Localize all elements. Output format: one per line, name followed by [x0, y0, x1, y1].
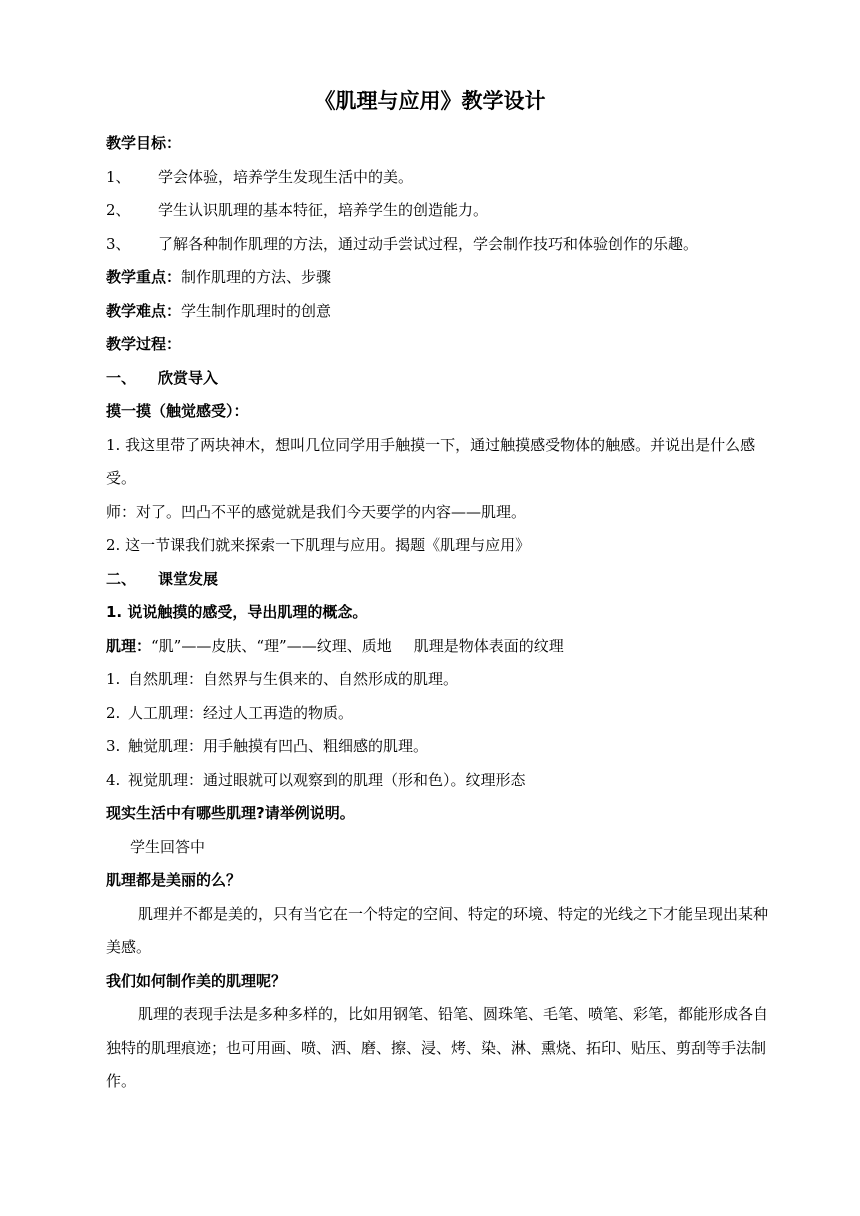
key-point-text: 制作肌理的方法、步骤	[181, 268, 332, 286]
difficulty-label: 教学难点：	[106, 301, 182, 320]
goal-number: 2、	[106, 201, 131, 219]
type-text: 人工肌理：经过人工再造的物质。	[128, 703, 354, 722]
section2-subheading: 1. 说说触摸的感受，导出肌理的概念。	[106, 603, 368, 621]
section1-subheading: 摸一摸（触觉感受）：	[106, 402, 249, 420]
type-text: 触觉肌理：用手触摸有凹凸、粗细感的肌理。	[128, 737, 429, 755]
document-body	[106, 127, 770, 1099]
section2-title: 课堂发展	[158, 569, 219, 588]
goal-text: 了解各种制作肌理的方法，通过动手尝试过程，学会制作技巧和体验创作的乐趣。	[158, 234, 699, 253]
goals-heading: 教学目标：	[106, 134, 182, 152]
section1-teacher: 师：对了。凹凸不平的感觉就是我们今天要学的内容——肌理。	[106, 502, 527, 521]
question-2: 肌理都是美丽的么？	[106, 871, 242, 889]
goal-item	[106, 161, 770, 195]
definition-label: 肌理：	[106, 636, 152, 655]
key-point	[106, 261, 770, 295]
question-3: 我们如何制作美的肌理呢？	[106, 971, 287, 990]
difficulty	[106, 295, 770, 329]
type-item	[106, 730, 770, 764]
section2-heading	[106, 563, 770, 597]
section1-item1: 1. 我这里带了两块神木，想叫几位同学用手触摸一下，通过触摸感受物体的触感。并说出是什么感受。	[106, 435, 756, 487]
goal-number: 1、	[106, 167, 131, 186]
definition-text: “肌”——皮肤、“理”——纹理、质地	[151, 636, 392, 655]
question-1: 现实生活中有哪些肌理?请举例说明。	[106, 804, 355, 822]
process-heading: 教学过程：	[106, 335, 182, 353]
type-item	[106, 764, 770, 798]
goal-item	[106, 194, 770, 228]
section1-number: 一、	[106, 368, 137, 387]
goal-text: 学生认识肌理的基本特征，培养学生的创造能力。	[158, 201, 489, 219]
answer-2: 肌理并不都是美的，只有当它在一个特定的空间、特定的环境、特定的光线之下才能呈现出某种美感。	[106, 904, 769, 956]
type-number: 2.	[106, 703, 121, 722]
goal-number: 3、	[106, 234, 131, 253]
goal-item	[106, 228, 770, 262]
section1-item2: 2. 这一节课我们就来探索一下肌理与应用。揭题《肌理与应用》	[106, 536, 531, 554]
definition	[106, 630, 770, 664]
answer-1: 学生回答中	[130, 837, 206, 856]
type-text: 视觉肌理：通过眼就可以观察到的肌理（形和色）。纹理形态	[128, 770, 526, 789]
section1-title: 欣赏导入	[158, 368, 219, 387]
type-number: 4.	[106, 770, 121, 789]
type-text: 自然肌理：自然界与生俱来的、自然形成的肌理。	[128, 670, 459, 688]
document-title: 《肌理与应用》教学设计	[314, 89, 546, 113]
answer-3: 肌理的表现手法是多种多样的，比如用钢笔、铅笔、圆珠笔、毛笔、喷笔、彩笔，都能形成各自独特的肌理痕迹；也可用画、喷、洒、磨、擦、浸、烤、染、淋、熏烧、拓印、贴压、剪刮等手法制作。	[106, 1005, 769, 1090]
section2-number: 二、	[106, 569, 137, 588]
difficulty-text: 学生制作肌理时的创意	[181, 301, 332, 320]
section1-heading	[106, 362, 770, 396]
type-number: 3.	[106, 737, 121, 755]
type-item	[106, 697, 770, 731]
type-item	[106, 663, 770, 697]
goal-text: 学会体验，培养学生发现生活中的美。	[158, 167, 414, 186]
key-point-label: 教学重点：	[106, 268, 182, 286]
type-number: 1.	[106, 670, 121, 688]
definition-text2: 肌理是物体表面的纹理	[413, 636, 564, 655]
